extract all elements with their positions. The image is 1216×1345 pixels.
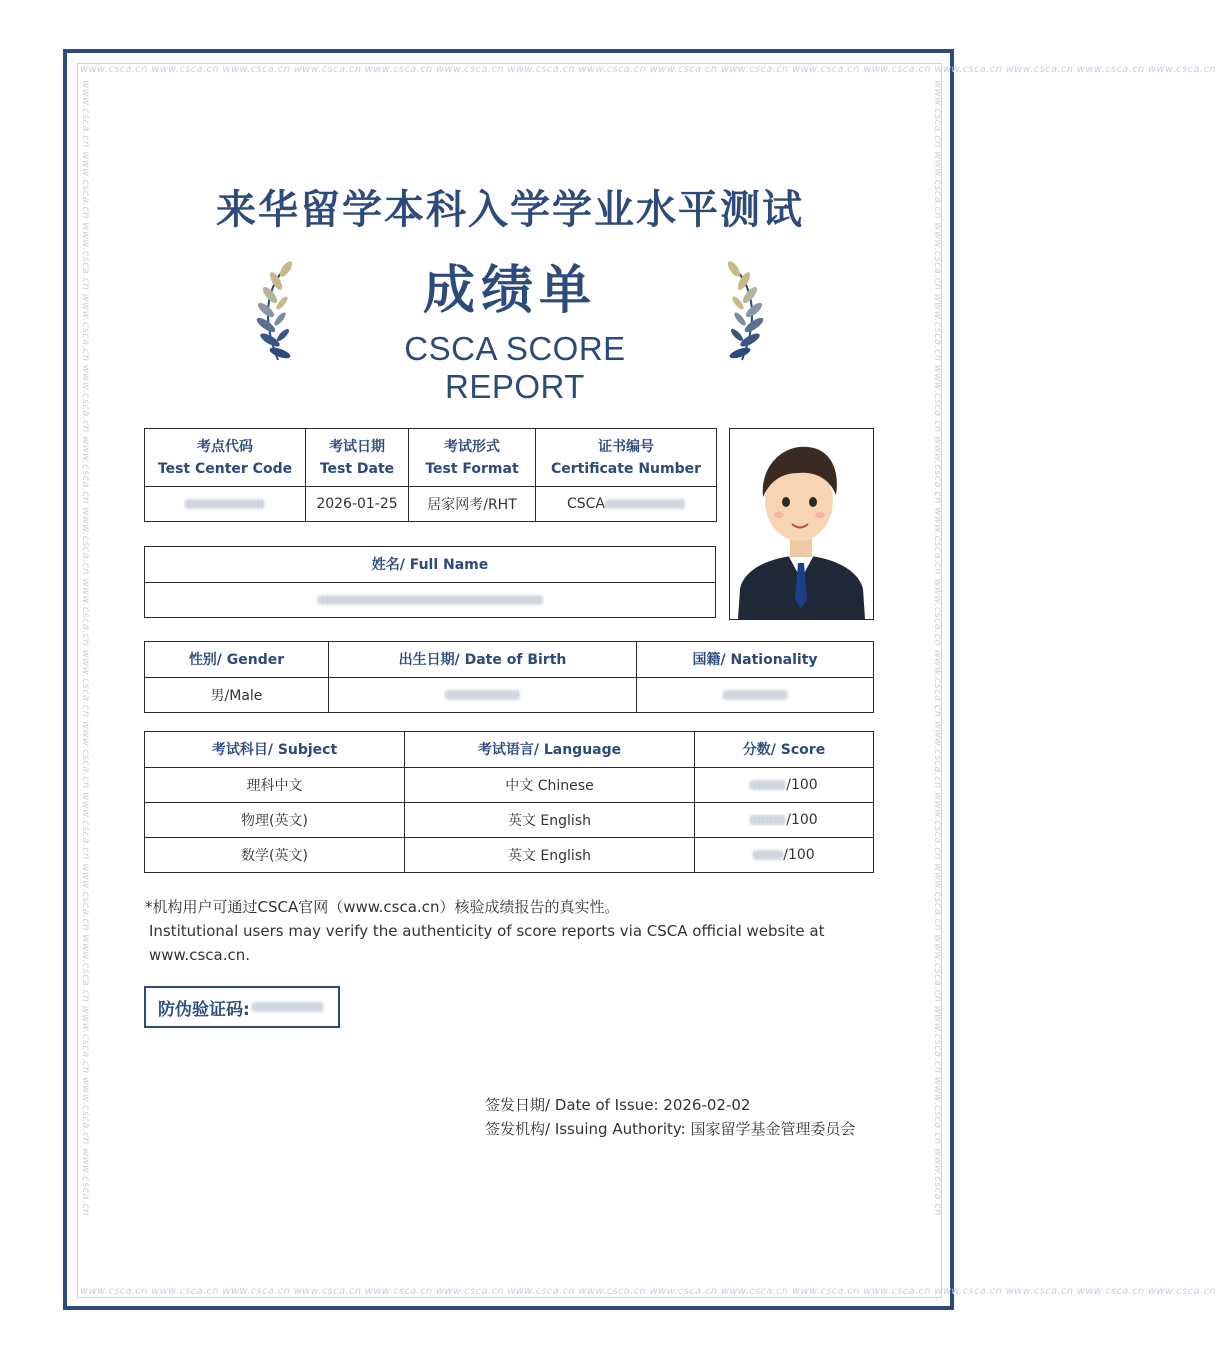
exam-info-table xyxy=(144,428,717,522)
redacted-score xyxy=(750,815,786,825)
header-score: 分数/ Score xyxy=(695,732,874,768)
test-format-value: 居家网考/RHT xyxy=(409,487,536,522)
watermark-right: www.csca.cn www.csca.cn www.csca.cn www.csca.cn www.csca.cn www.csca.cn www.csca.cn www.csca.cn www.csca.cn www.csca.cn www.csca.cn www.csca.cn www.csca.cn www.csca.cn www.csca.cn www.csca.cn xyxy=(932,80,943,1216)
redacted-test-center-code xyxy=(185,499,265,509)
subject-cell: 数学(英文) xyxy=(145,838,405,873)
header-gender: 性别/ Gender xyxy=(145,642,329,678)
gender-value: 男/Male xyxy=(145,678,329,713)
header-test-format: 考试形式 Test Format xyxy=(409,429,536,487)
language-cell: 英文 English xyxy=(405,838,695,873)
watermark-left: www.csca.cn www.csca.cn www.csca.cn www.csca.cn www.csca.cn www.csca.cn www.csca.cn www.csca.cn www.csca.cn www.csca.cn www.csca.cn www.csca.cn www.csca.cn www.csca.cn www.csca.cn www.csca.cn xyxy=(80,80,91,1216)
subject-cell: 理科中文 xyxy=(145,768,405,803)
language-cell: 中文 Chinese xyxy=(405,768,695,803)
watermark-bottom: www.csca.cn www.csca.cn www.csca.cn www.csca.cn www.csca.cn www.csca.cn www.csca.cn www.csca.cn www.csca.cn www.csca.cn www.csca.cn www.csca.cn www.csca.cn www.csca.cn www.csca.cn www.csca.cn xyxy=(80,1286,1216,1297)
personal-info-table xyxy=(144,641,874,713)
redacted-anti-counterfeit-code xyxy=(252,1002,324,1012)
candidate-photo xyxy=(729,428,874,620)
header-test-center-code: 考点代码 Test Center Code xyxy=(145,429,306,487)
table-row xyxy=(145,768,874,803)
redacted-nationality xyxy=(723,690,788,700)
score-cell: /100 xyxy=(695,803,874,838)
header-certificate-number: 证书编号 Certificate Number xyxy=(536,429,717,487)
verification-note xyxy=(145,895,845,967)
anti-counterfeit-label: 防伪验证码: xyxy=(158,999,250,1020)
redacted-date-of-birth xyxy=(445,690,520,700)
score-cell: /100 xyxy=(695,838,874,873)
subject-cell: 物理(英文) xyxy=(145,803,405,838)
title-chinese: 来华留学本科入学学业水平测试 xyxy=(216,186,804,233)
score-cell: /100 xyxy=(695,768,874,803)
redacted-score xyxy=(750,780,786,790)
header-date-of-birth: 出生日期/ Date of Birth xyxy=(329,642,637,678)
date-of-issue: 签发日期/ Date of Issue: 2026-02-02 xyxy=(485,1096,751,1114)
redacted-full-name xyxy=(318,595,543,605)
title-score-report-cn: 成绩单 xyxy=(422,260,597,321)
table-row xyxy=(145,803,874,838)
issue-info xyxy=(485,1093,856,1141)
title-english: CSCA SCORE REPORT xyxy=(404,330,626,405)
language-cell: 英文 English xyxy=(405,803,695,838)
score-table xyxy=(144,731,874,873)
nationality-value xyxy=(637,678,874,713)
header-test-date: 考试日期 Test Date xyxy=(306,429,409,487)
certificate-number-value: CSCA xyxy=(536,487,717,522)
redacted-score xyxy=(753,850,783,860)
laurel-right-icon xyxy=(712,255,772,370)
test-date-value: 2026-01-25 xyxy=(306,487,409,522)
header-subject: 考试科目/ Subject xyxy=(145,732,405,768)
avatar-icon xyxy=(730,429,873,619)
issuing-authority: 签发机构/ Issuing Authority: 国家留学基金管理委员会 xyxy=(485,1120,856,1138)
header-language: 考试语言/ Language xyxy=(405,732,695,768)
redacted-certificate-number xyxy=(605,499,685,509)
header-nationality: 国籍/ Nationality xyxy=(637,642,874,678)
watermark-top: www.csca.cn www.csca.cn www.csca.cn www.csca.cn www.csca.cn www.csca.cn www.csca.cn www.csca.cn www.csca.cn www.csca.cn www.csca.cn www.csca.cn www.csca.cn www.csca.cn www.csca.cn www.csca.cn xyxy=(80,64,1216,75)
header-full-name: 姓名/ Full Name xyxy=(145,547,716,583)
name-table xyxy=(144,546,716,618)
note-chinese: *机构用户可通过CSCA官网（www.csca.cn）核验成绩报告的真实性。 xyxy=(145,898,620,916)
full-name-value xyxy=(145,583,716,618)
note-english: Institutional users may verify the authenticity of score reports via CSCA official website at www.csca.cn. xyxy=(149,922,825,964)
anti-counterfeit-code-box xyxy=(144,986,340,1028)
test-center-code-value xyxy=(145,487,306,522)
table-row xyxy=(145,838,874,873)
laurel-left-icon xyxy=(248,255,308,370)
date-of-birth-value xyxy=(329,678,637,713)
